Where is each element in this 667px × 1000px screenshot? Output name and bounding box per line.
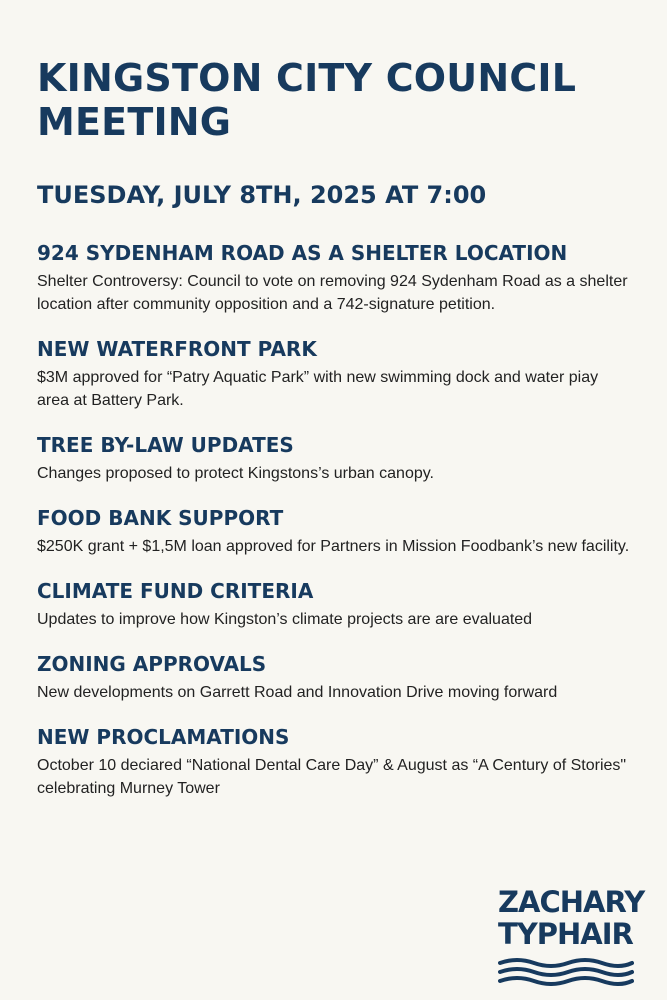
agenda-item-heading: CLIMATE FUND CRITERIA	[37, 579, 314, 603]
agenda-item-climate-fund	[37, 578, 631, 631]
agenda-item-body: Shelter Controversy: Council to vote on removing 924 Sydenham Road as a shelter location after community opposition and a 742-signature petition.	[37, 273, 628, 313]
agenda-item-shelter	[37, 240, 631, 316]
agenda-item-body: $3M approved for “Patry Aquatic Park” with new swimming dock and water piay area at Battery Park.	[37, 369, 599, 409]
agenda-item-tree-bylaw	[37, 432, 631, 485]
agenda-item-waterfront-park	[37, 336, 631, 412]
agenda-item-food-bank	[37, 505, 631, 558]
agenda-item-body: Updates to improve how Kingston’s climate projects are are evaluated	[37, 611, 533, 628]
agenda-item-heading: 924 SYDENHAM ROAD AS A SHELTER LOCATION	[37, 241, 568, 265]
agenda-item-heading: TREE BY-LAW UPDATES	[37, 433, 294, 457]
waves-icon	[498, 956, 634, 986]
agenda-item-body: October 10 deciared “National Dental Care Day” & August as “A Century of Stories" celebrating Murney Tower	[37, 757, 627, 797]
agenda-item-heading: FOOD BANK SUPPORT	[37, 506, 284, 530]
logo-line-first: ZACHARY	[498, 885, 645, 919]
agenda-item-heading: NEW WATERFRONT PARK	[37, 337, 317, 361]
agenda-item-heading: NEW PROCLAMATIONS	[37, 725, 290, 749]
agenda-item-heading: ZONING APPROVALS	[37, 652, 267, 676]
agenda-item-body: $250K grant + $1,5M loan approved for Partners in Mission Foodbank’s new facility.	[37, 538, 630, 555]
agenda-list	[37, 240, 631, 800]
logo-line-second: TYPHAIR	[498, 917, 633, 951]
meeting-date: TUESDAY, JULY 8TH, 2025 AT 7:00	[37, 181, 487, 209]
agenda-item-zoning	[37, 651, 631, 704]
document	[37, 56, 631, 820]
agenda-item-body: New developments on Garrett Road and Innovation Drive moving forward	[37, 684, 558, 701]
logo	[498, 885, 645, 986]
agenda-item-body: Changes proposed to protect Kingstons’s urban canopy.	[37, 465, 434, 482]
page-title: KINGSTON CITY COUNCIL MEETING	[37, 56, 577, 144]
agenda-item-proclamations	[37, 724, 631, 800]
